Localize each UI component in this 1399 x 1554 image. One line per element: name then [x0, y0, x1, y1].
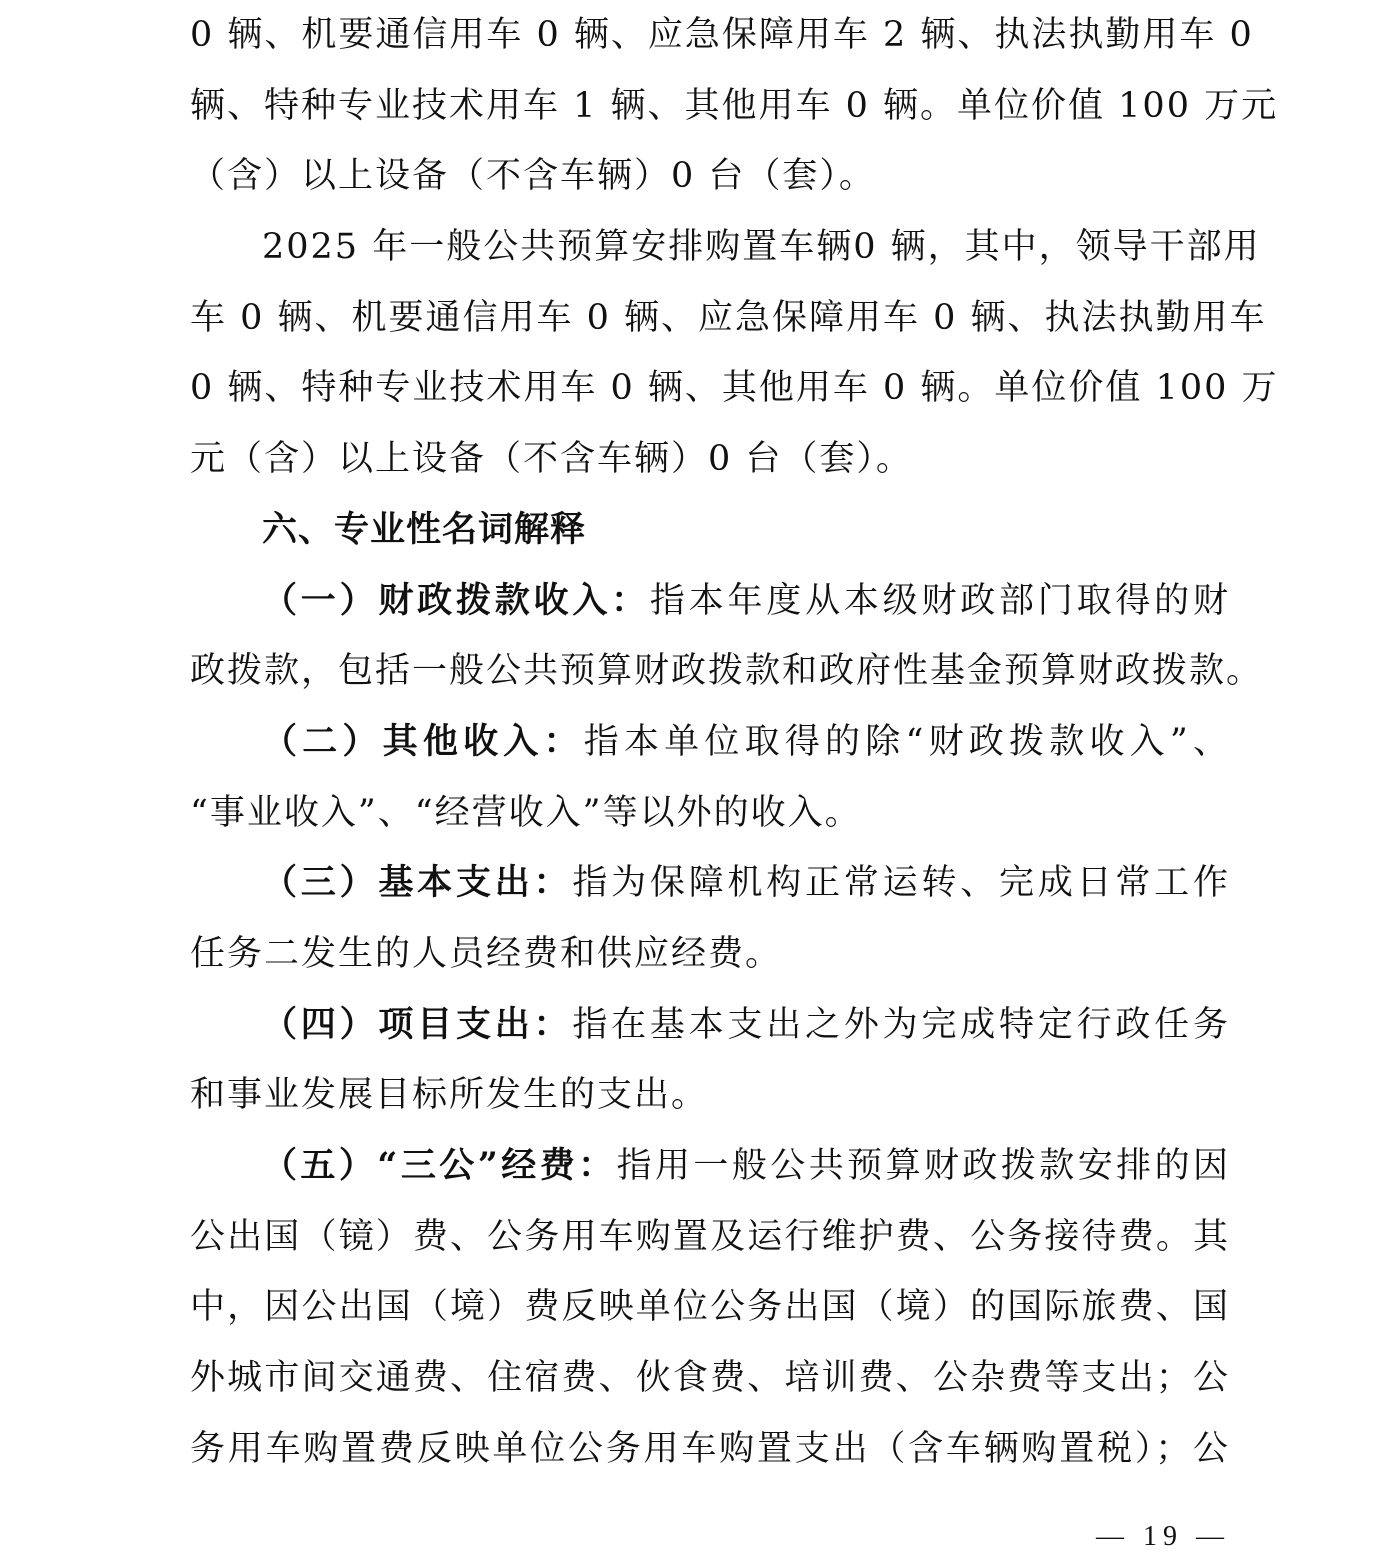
definition-line — [190, 707, 1230, 778]
definition-line — [190, 848, 1230, 919]
definition-line — [190, 990, 1230, 1061]
section-heading: 六、专业性名词解释 — [262, 509, 587, 550]
paragraph-line: （含）以上设备（不含车辆）0 台（套）。 — [190, 156, 876, 197]
definition-term: （三）基本支出： — [262, 862, 573, 904]
paragraph-line: 任务二发生的人员经费和供应经费。 — [190, 933, 783, 974]
paragraph-line: 政拨款，包括一般公共预算财政拨款和政府性基金预算财政拨款。 — [190, 651, 1264, 692]
definition-line — [190, 1131, 1230, 1202]
definition-text: 指本单位取得的除“财政拨款收入”、 — [583, 721, 1230, 762]
definition-line — [190, 566, 1230, 637]
definition-text: 指为保障机构正常运转、完成日常工作 — [572, 863, 1230, 904]
definition-text: 指本年度从本级财政部门取得的财 — [649, 580, 1230, 621]
paragraph-line: “事业收入”、“经营收入”等以外的收入。 — [190, 792, 862, 833]
paragraph-line: 车 0 辆、机要通信用车 0 辆、应急保障用车 0 辆、执法执勤用车 — [190, 297, 1267, 338]
paragraph-line: 辆、特种专业技术用车 1 辆、其他用车 0 辆。单位价值 100 万元 — [190, 85, 1279, 126]
definition-term: （一）财政拨款收入： — [262, 579, 650, 621]
paragraph-line: 0 辆、机要通信用车 0 辆、应急保障用车 2 辆、执法执勤用车 0 — [190, 15, 1254, 55]
definition-term: （二）其他收入： — [262, 720, 584, 762]
paragraph-line: 2025 年一般公共预算安排购置车辆0 辆，其中，领导干部用 — [262, 227, 1261, 268]
paragraph-line: 外城市间交通费、住宿费、伙食费、培训费、公杂费等支出；公 — [190, 1358, 1230, 1399]
definition-text: 指在基本支出之外为完成特定行政任务 — [572, 1004, 1230, 1045]
paragraph-line: 元（含）以上设备（不含车辆）0 台（套）。 — [190, 439, 913, 480]
paragraph-line: 公出国（镜）费、公务用车购置及运行维护费、公务接待费。其 — [190, 1216, 1230, 1257]
paragraph-line: 务用车购置费反映单位公务用车购置支出（含车辆购置税）；公 — [190, 1428, 1230, 1469]
page-number: — 19 — — [1096, 1521, 1230, 1552]
paragraph-line: 和事业发展目标所发生的支出。 — [190, 1075, 709, 1116]
paragraph-line: 中，因公出国（境）费反映单位公务出国（境）的国际旅费、国 — [190, 1287, 1230, 1328]
definition-term: （五）“三公”经费： — [262, 1145, 617, 1186]
document-body — [190, 0, 1279, 1484]
definition-term: （四）项目支出： — [262, 1003, 573, 1045]
definition-text: 指用一般公共预算财政拨款安排的因 — [616, 1146, 1230, 1186]
paragraph-line: 0 辆、特种专业技术用车 0 辆、其他用车 0 辆。单位价值 100 万 — [190, 368, 1279, 409]
